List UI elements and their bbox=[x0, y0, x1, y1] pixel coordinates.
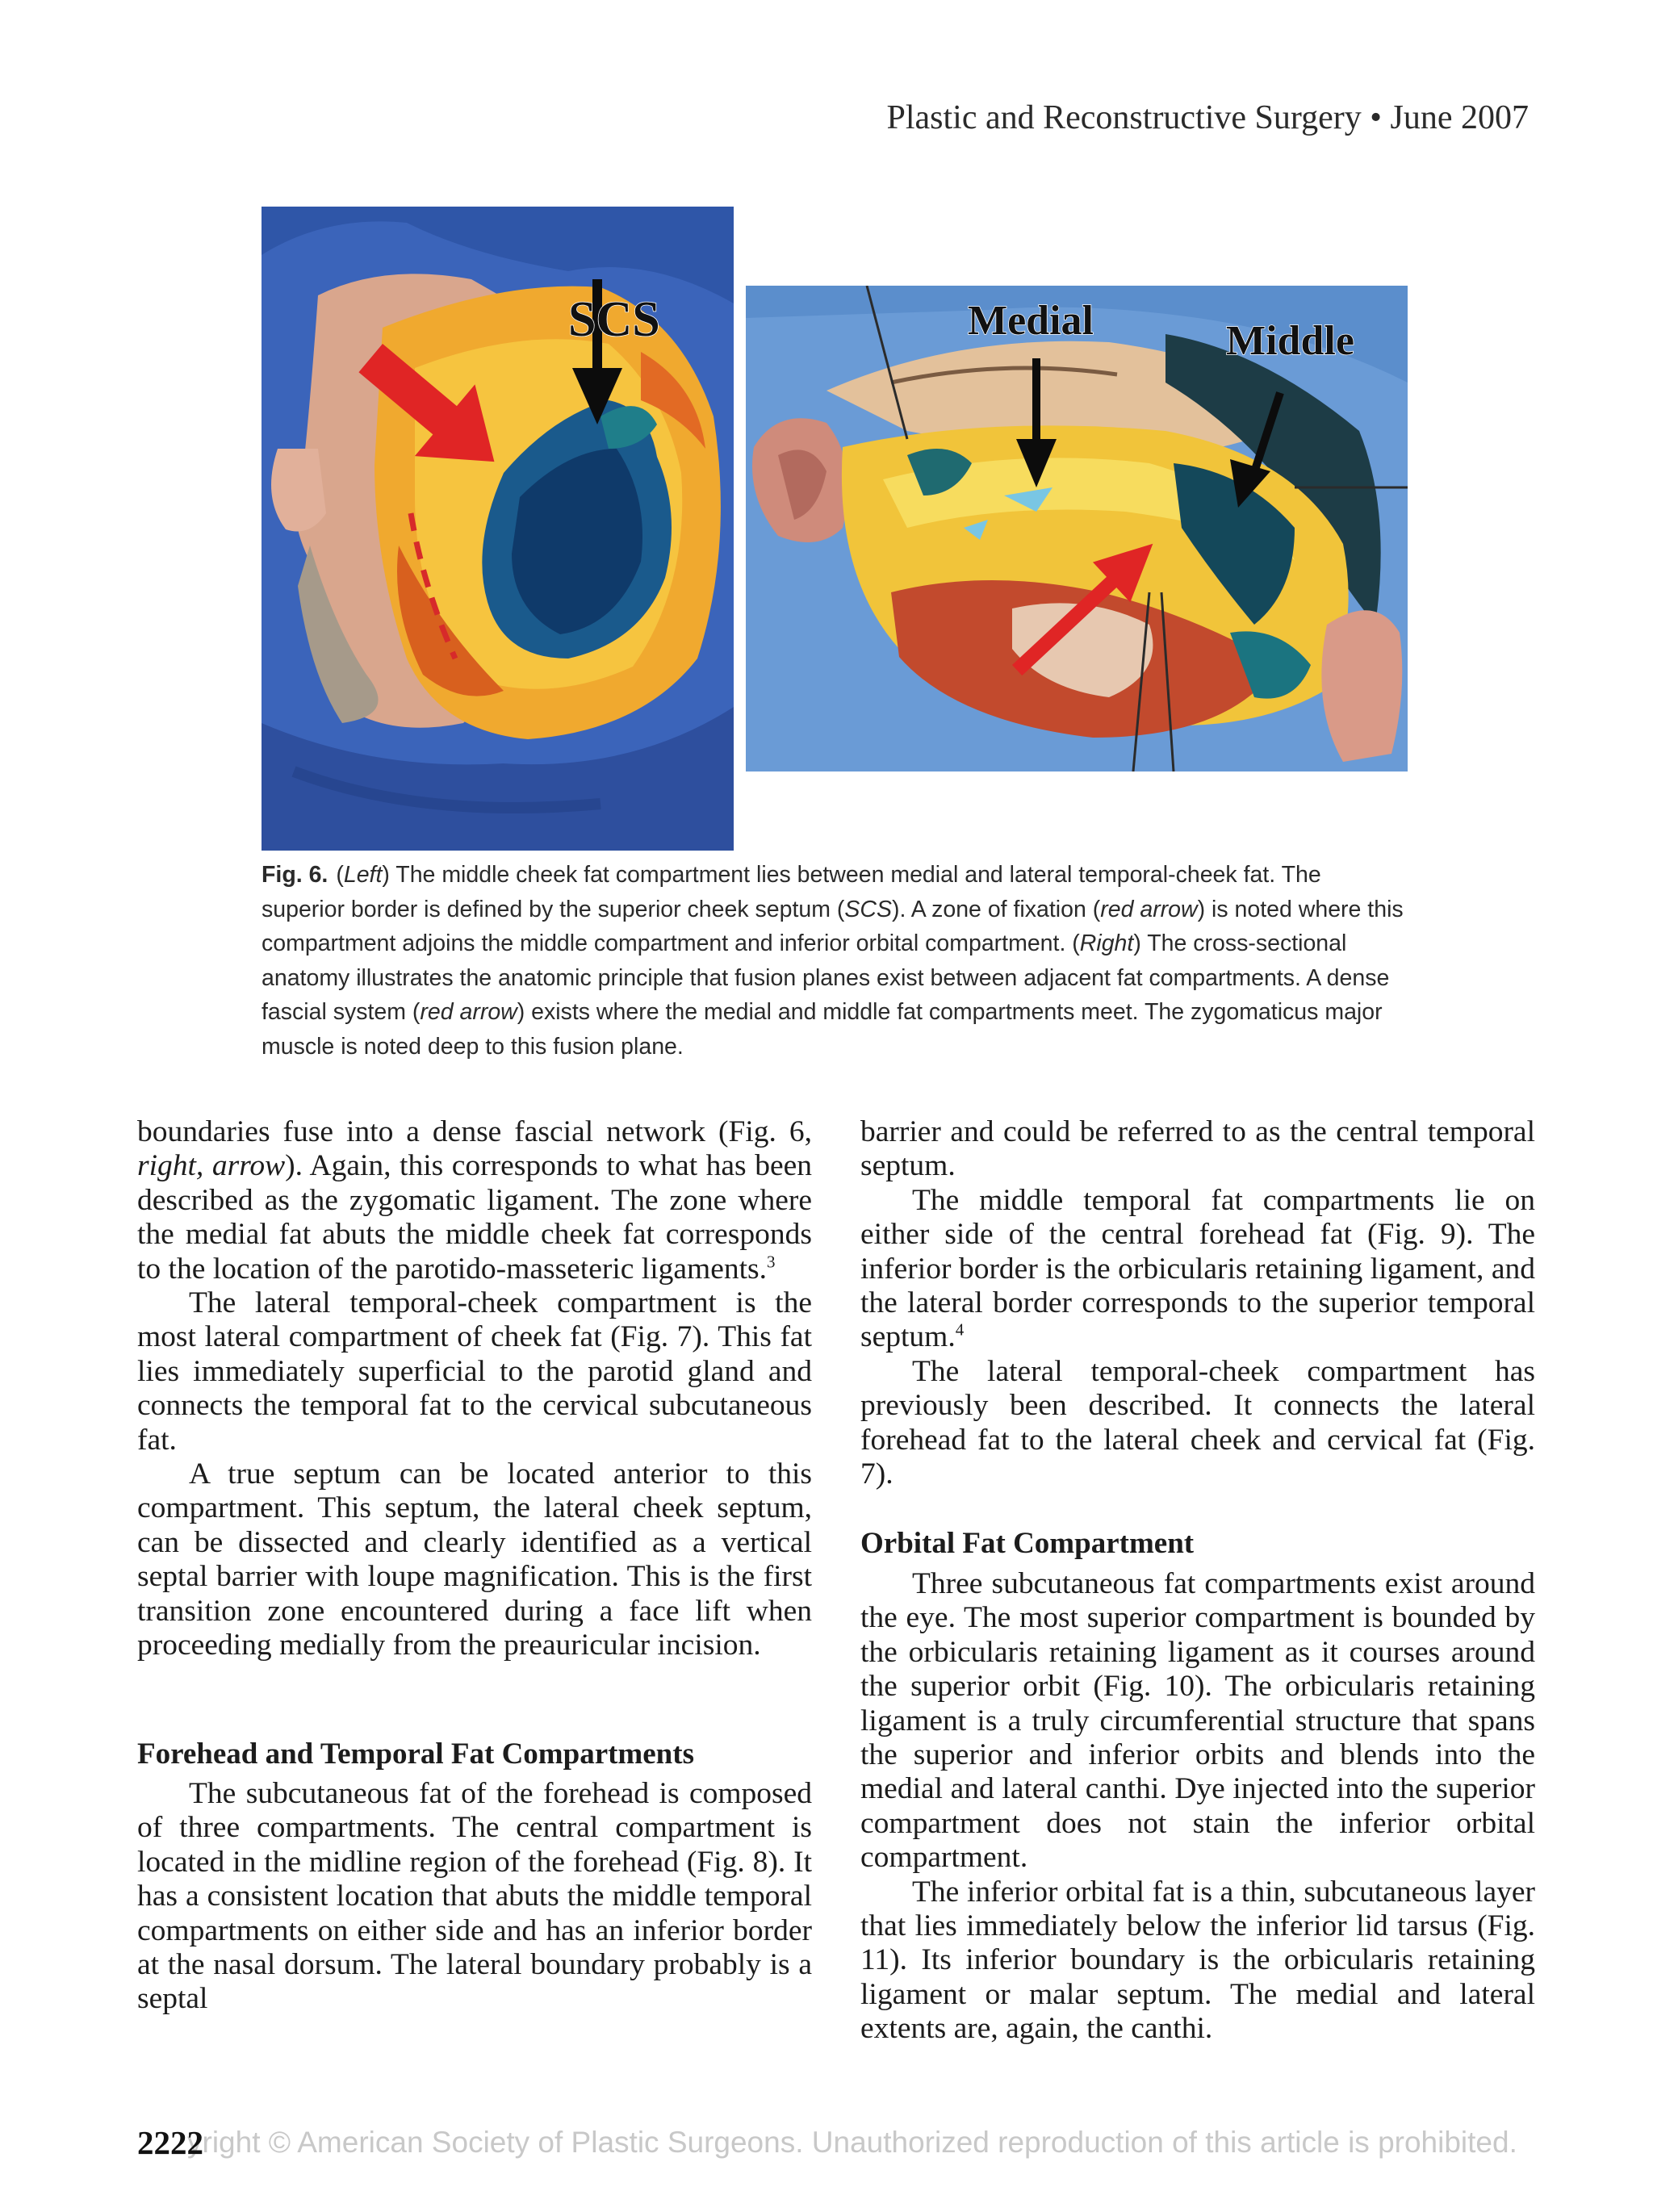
running-head bbox=[887, 98, 1530, 137]
paragraph: boundaries fuse into a dense fascial network (Fig. 6, right, arrow). Again, this corresponds to what has been described as the zygomatic ligament. The zone where the medial fat abuts the middle cheek fat corresponds to the location of the parotido-masseteric ligaments.$^3$ bbox=[137, 1115, 812, 1286]
reference-marker: 3 bbox=[766, 1252, 776, 1272]
paragraph: The subcutaneous fat of the forehead is composed of three compartments. The central compartment is located in the midline region of the forehead (Fig. 8). It has a consistent location that abuts the middle temporal compartments on either side and has an inferior border at the nasal dorsum. The lateral boundary probably is a septal bbox=[137, 1776, 812, 2016]
section-heading: Forehead and Temporal Fat Compartments bbox=[137, 1737, 694, 1771]
scs-label: SCS bbox=[568, 292, 660, 347]
paragraph: The middle temporal fat compartments lie on either side of the central forehead fat (Fig. 9). The inferior border is the orbicularis retaining ligament, and the lateral border corresponds to the superior temporal septum.$^4$ bbox=[860, 1183, 1535, 1354]
header-separator: • bbox=[1370, 99, 1382, 136]
figure-right-photo bbox=[746, 286, 1408, 771]
issue-date: June 2007 bbox=[1390, 99, 1529, 136]
medial-label: Medial bbox=[968, 298, 1094, 344]
caption-text: (Left) The middle cheek fat compartment lies between medial and lateral temporal-cheek fat. The superior border is defined by the superior cheek septum (SCS). A zone of fixation (red arrow) is noted where this compartment adjoins the middle compartment and inferior orbital compartment. (Right) The cross-sectional anatomy illustrates the anatomic principle that fusion planes exist between adjacent fat compartments. A dense fascial system (red arrow) exists where the medial and middle fat compartments meet. The zygomaticus major muscle is noted deep to this fusion plane. bbox=[262, 862, 1404, 1060]
journal-title: Plastic and Reconstructive Surgery bbox=[886, 99, 1362, 136]
body-column-left bbox=[137, 1115, 812, 2017]
figure-left-photo bbox=[262, 207, 734, 851]
body-column-right bbox=[860, 1115, 1535, 2047]
paragraph: barrier and could be referred to as the central temporal septum. bbox=[860, 1115, 1535, 1183]
figure-caption bbox=[262, 858, 1408, 1064]
right-photo-illustration bbox=[746, 286, 1408, 771]
section-heading: Orbital Fat Compartment bbox=[860, 1527, 1195, 1561]
paragraph: The inferior orbital fat is a thin, subcutaneous layer that lies immediately below the inferior lid tarsus (Fig. 11). Its inferior boundary is the orbicularis retaining ligament or malar septum. The medial and lateral extents are, again, the canthi. bbox=[860, 1875, 1535, 2046]
paragraph: The lateral temporal-cheek compartment is the most lateral compartment of cheek fat (Fig. 7). This fat lies immediately superficial to the parotid gland and connects the temporal fat to the cervical subcutaneous fat. bbox=[137, 1286, 812, 1457]
copyright-notice: yright © American Society of Plastic Surgeons. Unauthorized reproduction of this article is prohibited. bbox=[187, 2126, 1517, 2159]
middle-label: Middle bbox=[1226, 318, 1354, 364]
reference-marker: 4 bbox=[955, 1319, 965, 1340]
paragraph: Three subcutaneous fat compartments exist around the eye. The most superior compartment is bounded by the orbicularis retaining ligament as it courses around the superior orbit (Fig. 10). The orbicularis retaining ligament is a truly circumferential structure that spans the superior and inferior orbits and blends into the medial and lateral canthi. Dye injected into the superior compartment does not stain the inferior orbital compartment. bbox=[860, 1566, 1535, 1875]
paragraph: A true septum can be located anterior to this compartment. This septum, the lateral cheek septum, can be dissected and clearly identified as a vertical septal barrier with loupe magnification. This is the first transition zone encountered during a face lift when proceeding medially from the preauricular incision. bbox=[137, 1457, 812, 1662]
left-photo-illustration bbox=[262, 207, 734, 851]
page-number: 2222 bbox=[137, 2124, 203, 2161]
paragraph: The lateral temporal-cheek compartment has previously been described. It connects the lateral forehead fat to the lateral cheek and cervical fat (Fig. 7). bbox=[860, 1354, 1535, 1491]
figure-number: Fig. 6. bbox=[262, 862, 329, 888]
